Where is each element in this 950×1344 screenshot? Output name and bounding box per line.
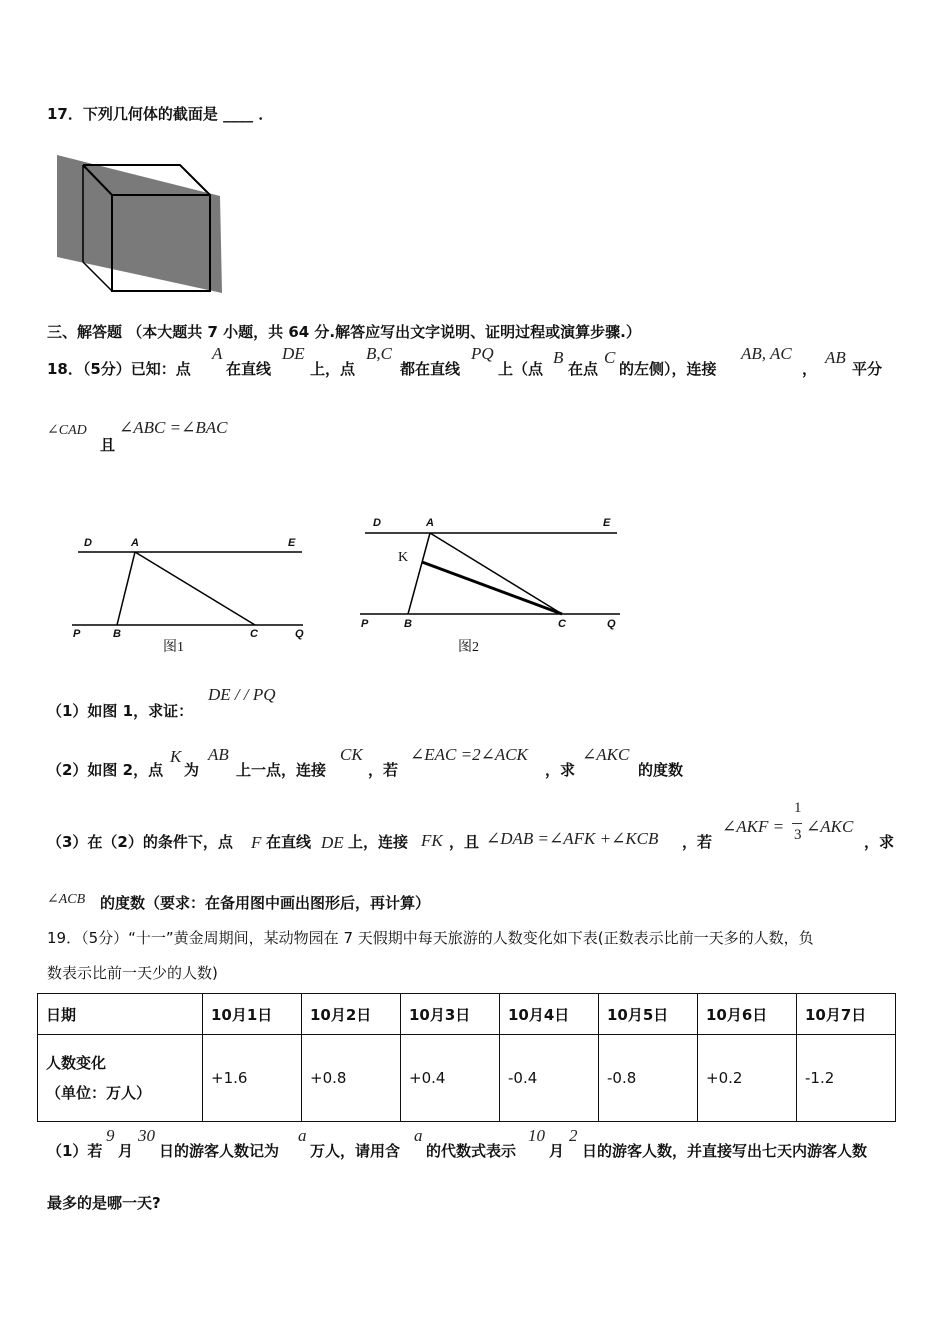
figure-1-caption: 图1 <box>163 640 184 655</box>
cube-section-figure <box>57 155 222 293</box>
table-header: 日期 <box>38 994 203 1035</box>
figure-1 <box>72 552 303 625</box>
table-header: 10月7日 <box>797 994 896 1035</box>
table-header: 10月1日 <box>203 994 302 1035</box>
table-cell: +1.6 <box>203 1035 302 1122</box>
table-cell: -0.8 <box>599 1035 698 1122</box>
figure-2-caption: 图2 <box>458 640 479 655</box>
visitor-change-table <box>37 993 896 1122</box>
table-cell: -0.4 <box>500 1035 599 1122</box>
table-header: 10月3日 <box>401 994 500 1035</box>
table-header: 10月6日 <box>698 994 797 1035</box>
exam-page: 17．下列几何体的截面是 ____ ． 三、解答题 （本大题共 7 小题，共 64 分.解答应写出文字说明、证明过程或演算步骤.） 18．（5分）已知：点 A 在直线 DE 上，点 B,C 都在直线 PQ 上（点 B 在点 C 的左侧），连接 AB, AC ， AB 平分 ∠CAD 且 ∠ABC =∠BAC D A E P B C Q 图1 D A E K P B C Q 图2 （1）如图 1，求证： DE / / PQ （2）如图 2，点 K 为 AB 上一点，连接 CK ，若 ∠EAC =2∠ACK ，求 ∠AKC 的度数 （3）在（2）的条件下，点 F 在直线 DE 上，连接 FK ，且 ∠DAB =∠AFK +∠KCB ，若 ∠AKF = 1 3 ∠AKC ，求 ∠ACB 的度数（要求：在备用图中画出图形后，再计算） 19．（5分）“十一”黄金周期间，某动物园在 7 天假期中每天旅游的人数变化如下表(正数表示比前一天多的人数，负 数表示比前一天少的人数) 日期 10月1日 10月2日 10月3日 10月4日 10月5日 10月6日 10月7日 人数变化 （单位：万人） +1.6 +0.8 +0.4 -0.4 -0.8 +0.2 -1.2 （1）若 9 月 30 日的游客人数记为 a 万人，请用含 a 的代数式表示 10 月 2 日的游客人数，并直接写出七天内游客人数 最多的是哪一天? <box>0 0 950 1344</box>
table-cell: +0.2 <box>698 1035 797 1122</box>
table-cell: +0.4 <box>401 1035 500 1122</box>
table-header-row <box>38 994 896 1035</box>
table-header: 10月5日 <box>599 994 698 1035</box>
question-17: 17．下列几何体的截面是 ____ ． <box>47 105 274 123</box>
section-3-title: 三、解答题 （本大题共 7 小题，共 64 分.解答应写出文字说明、证明过程或演算步骤.） <box>47 323 641 341</box>
table-header: 10月2日 <box>302 994 401 1035</box>
table-header: 10月4日 <box>500 994 599 1035</box>
table-cell: +0.8 <box>302 1035 401 1122</box>
figure-2 <box>360 533 620 614</box>
table-row <box>38 1035 896 1122</box>
fraction-bar <box>792 823 802 824</box>
row-label: 人数变化 （单位：万人） <box>38 1035 203 1122</box>
table-cell: -1.2 <box>797 1035 896 1122</box>
